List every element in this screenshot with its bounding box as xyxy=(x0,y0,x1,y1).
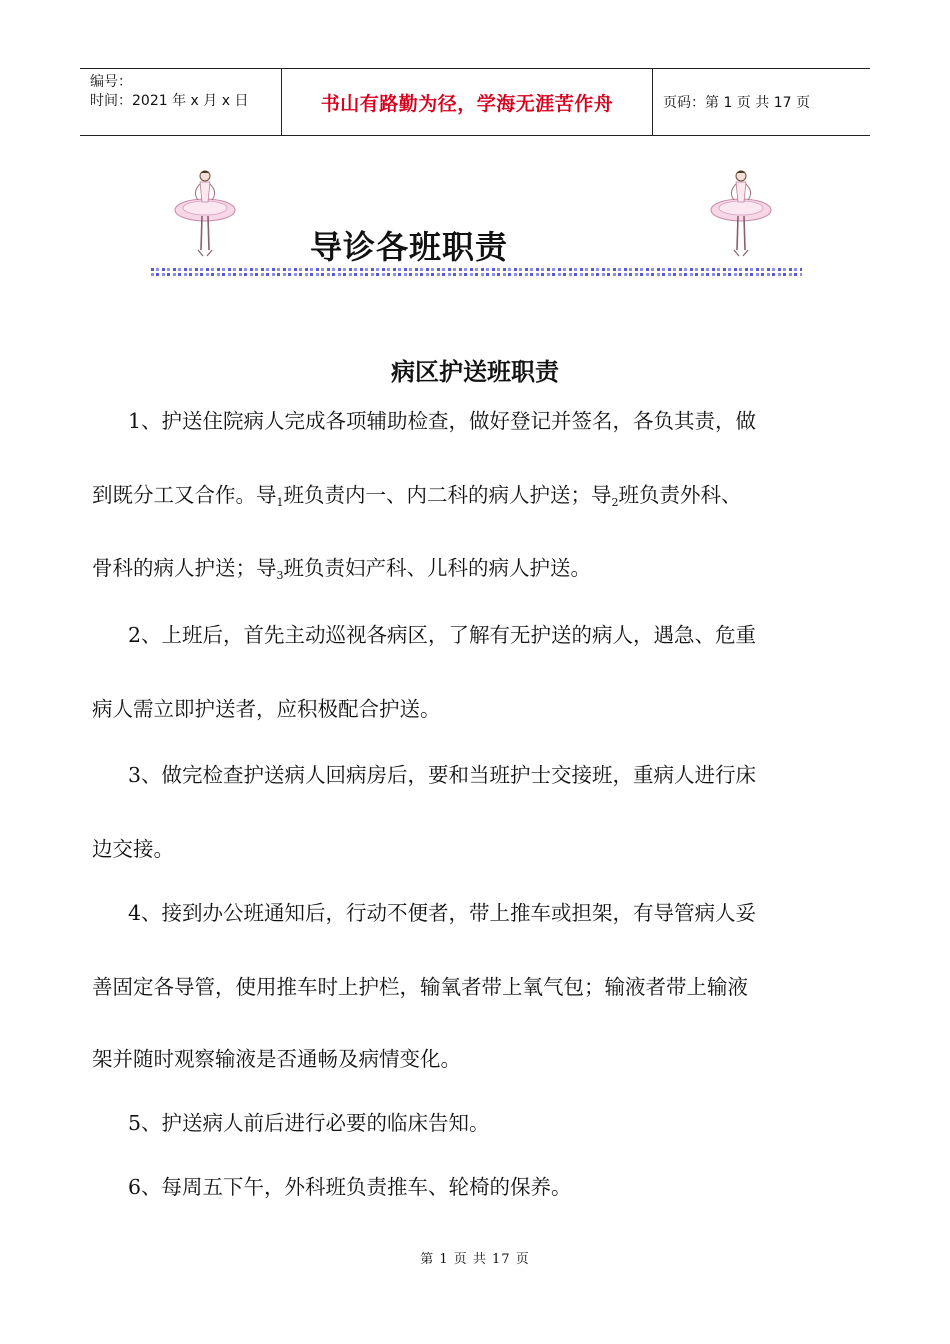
motto-text: 书山有路勤为径，学海无涯苦作舟 xyxy=(320,92,614,115)
section-title: 病区护送班职责 xyxy=(391,358,559,386)
paragraph-3-line-1: 3、做完检查护送病人回病房后，要和当班护士交接班，重病人进行床 xyxy=(128,763,757,787)
paragraph-6-line-1: 6、每周五下午，外科班负责推车、轮椅的保养。 xyxy=(128,1175,572,1199)
number-label: 编号： xyxy=(90,74,132,90)
text-span: 班负责妇产科、儿科的病人护送。 xyxy=(283,556,591,580)
paragraph-4-line-1: 4、接到办公班通知后，行动不便者，带上推车或担架，有导管病人妥 xyxy=(128,901,757,925)
header-meta-cell xyxy=(80,69,281,135)
paragraph-2-line-2: 病人需立即护送者，应积极配合护送。 xyxy=(92,697,441,721)
paragraph-4-line-3: 架并随时观察输液是否通畅及病情变化。 xyxy=(92,1047,461,1071)
text-span: 骨科的病人护送；导 xyxy=(92,556,277,580)
paragraph-1-line-1: 1、护送住院病人完成各项辅助检查，做好登记并签名，各负其责，做 xyxy=(128,409,757,433)
text-span: 到既分工又合作。导 xyxy=(92,483,277,507)
page-info: 页码：第 1 页 共 17 页 xyxy=(663,95,810,111)
header-table xyxy=(80,68,870,136)
paragraph-5-line-1: 5、护送病人前后进行必要的临床告知。 xyxy=(128,1111,490,1135)
text-span: 班负责外科、 xyxy=(618,483,742,507)
header-motto-cell xyxy=(281,69,653,135)
paragraph-3-line-2: 边交接。 xyxy=(92,837,174,861)
text-span: 班负责内一、内二科的病人护送；导 xyxy=(283,483,612,507)
ballerina-icon xyxy=(706,168,776,260)
ballerina-icon xyxy=(170,168,240,260)
subscript: 2 xyxy=(611,496,619,509)
decorative-border xyxy=(150,266,802,278)
paragraph-2-line-1: 2、上班后，首先主动巡视各病区，了解有无护送的病人，遇急、危重 xyxy=(128,623,757,647)
paragraph-1-line-3 xyxy=(92,551,591,582)
paragraph-1-line-2 xyxy=(92,478,742,509)
date-label: 时间：2021 年 x 月 x 日 xyxy=(90,93,249,109)
header-page-cell xyxy=(653,69,870,135)
subscript: 1 xyxy=(276,496,284,509)
page-footer: 第 1 页 共 17 页 xyxy=(420,1252,530,1267)
paragraph-4-line-2: 善固定各导管，使用推车时上护栏，输氧者带上氧气包；输液者带上输液 xyxy=(92,975,748,999)
main-title: 导诊各班职责 xyxy=(310,228,509,266)
subscript: 3 xyxy=(276,569,284,582)
